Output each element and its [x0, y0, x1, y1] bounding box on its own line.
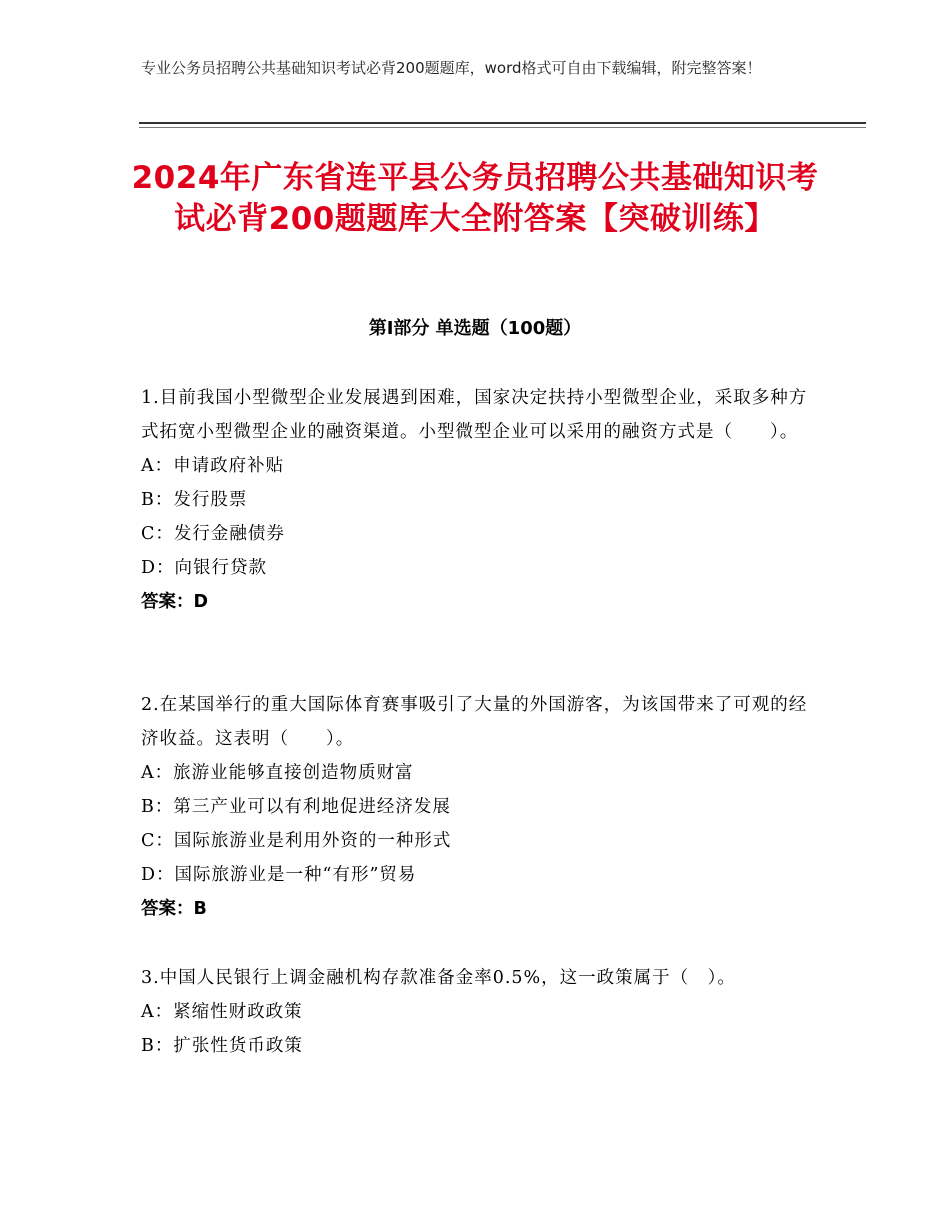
document-title: 2024年广东省连平县公务员招聘公共基础知识考试必背200题题库大全附答案【突破训练】 — [131, 160, 819, 237]
option-d: D：国际旅游业是一种“有形”贸易 — [141, 865, 417, 885]
question-block — [141, 961, 821, 1063]
question-stem: 3.中国人民银行上调金融机构存款准备金率0.5%，这一政策属于（ ）。 — [141, 968, 736, 988]
option-d: D：向银行贷款 — [141, 558, 268, 578]
option-b: B：发行股票 — [141, 490, 248, 510]
answer-line: 答案：D — [141, 592, 209, 612]
header-note: 专业公务员招聘公共基础知识考试必背200题题库，word格式可自由下载编辑，附完整答案！ — [141, 59, 762, 77]
question-stem: 2.在某国举行的重大国际体育赛事吸引了大量的外国游客，为该国带来了可观的经济收益。这表明（ ）。 — [141, 695, 808, 749]
question-stem: 1.目前我国小型微型企业发展遇到困难，国家决定扶持小型微型企业，采取多种方式拓宽小型微型企业的融资渠道。小型微型企业可以采用的融资方式是（ ）。 — [141, 388, 808, 442]
header-divider — [139, 122, 866, 124]
question-block — [141, 381, 821, 619]
option-a: A：紧缩性财政政策 — [141, 1002, 303, 1022]
section-heading: 第I部分 单选题（100题） — [368, 318, 582, 339]
option-c: C：发行金融债券 — [141, 524, 285, 544]
question-block — [141, 688, 821, 926]
answer-line: 答案：B — [141, 899, 207, 919]
option-b: B：扩张性货币政策 — [141, 1036, 303, 1056]
option-a: A：旅游业能够直接创造物质财富 — [141, 763, 414, 783]
option-b: B：第三产业可以有利地促进经济发展 — [141, 797, 451, 817]
option-c: C：国际旅游业是利用外资的一种形式 — [141, 831, 452, 851]
header-divider-thin — [139, 127, 866, 128]
option-a: A：申请政府补贴 — [141, 456, 285, 476]
